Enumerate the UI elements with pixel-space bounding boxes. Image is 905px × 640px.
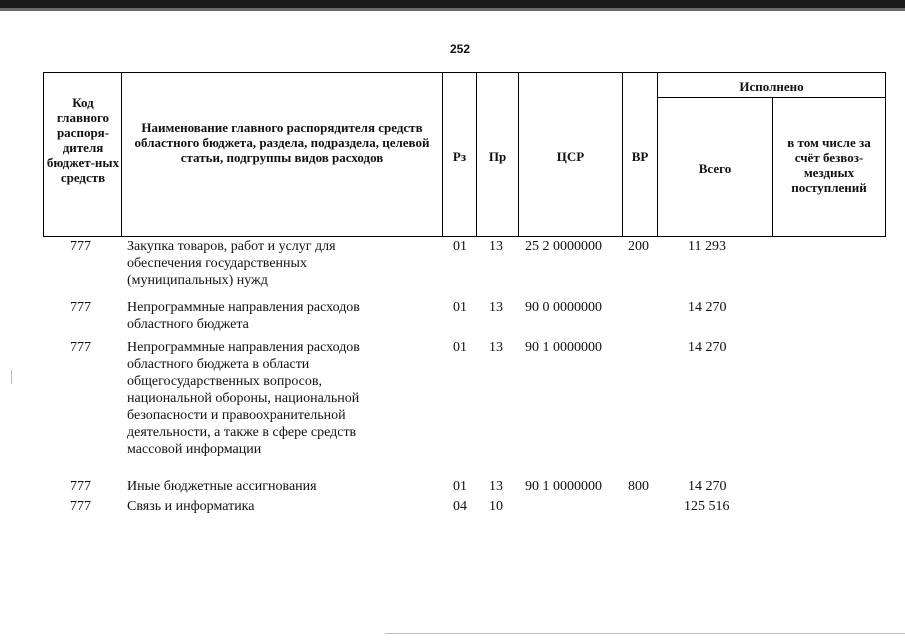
cell-pr: 13 xyxy=(489,340,503,355)
page-number: 252 xyxy=(449,42,471,56)
col-divider-8 xyxy=(885,72,886,237)
header-bottom-border xyxy=(43,236,886,237)
header-vr: ВР xyxy=(631,148,649,164)
cell-code: 777 xyxy=(70,479,91,494)
header-pr: Пр xyxy=(488,148,507,164)
cell-rz: 01 xyxy=(453,300,467,315)
header-csr: ЦСР xyxy=(556,148,585,164)
cell-name: Связь и информатика xyxy=(127,499,255,514)
cell-name: Закупка товаров, работ и услуг для обеспечения государственных (муниципальных) нужд xyxy=(127,239,336,288)
header-executed: Исполнено xyxy=(739,78,804,94)
header-total: Всего xyxy=(698,160,732,176)
header-name: Наименование главного распорядителя средств областного бюджета, раздела, подраздела, целевой статьи, подгруппы видов расходов xyxy=(134,120,430,165)
cell-rz: 01 xyxy=(453,340,467,355)
col-divider-7 xyxy=(772,97,773,237)
cell-pr: 10 xyxy=(489,499,503,514)
cell-pr: 13 xyxy=(489,479,503,494)
cell-rz: 04 xyxy=(453,499,467,514)
cell-code: 777 xyxy=(70,499,91,514)
cell-total: 14 270 xyxy=(688,340,727,355)
cell-csr: 90 1 0000000 xyxy=(525,340,602,355)
cell-total: 11 293 xyxy=(688,239,726,254)
cell-rz: 01 xyxy=(453,239,467,254)
cell-total: 14 270 xyxy=(688,300,727,315)
scan-artifact-bottom xyxy=(385,633,905,634)
scan-top-border xyxy=(0,0,905,8)
cell-total: 125 516 xyxy=(684,499,730,514)
scan-artifact-left xyxy=(11,370,12,384)
col-divider-0 xyxy=(43,72,44,237)
cell-csr: 25 2 0000000 xyxy=(525,239,602,254)
cell-code: 777 xyxy=(70,300,91,315)
scan-top-shadow xyxy=(0,8,905,11)
header-rz: Рз xyxy=(452,148,467,164)
cell-total: 14 270 xyxy=(688,479,727,494)
col-divider-1 xyxy=(121,72,122,237)
cell-csr: 90 1 0000000 xyxy=(525,479,602,494)
cell-pr: 13 xyxy=(489,239,503,254)
cell-code: 777 xyxy=(70,340,91,355)
cell-pr: 13 xyxy=(489,300,503,315)
col-divider-6 xyxy=(657,72,658,237)
cell-name: Непрограммные направления расходов областного бюджета xyxy=(127,300,360,332)
cell-vr: 200 xyxy=(628,239,649,254)
cell-code: 777 xyxy=(70,239,91,254)
header-incl: в том числе за счёт безвоз-мездных поступлений xyxy=(787,135,871,195)
cell-name: Непрограммные направления расходов областного бюджета в области общегосударственных вопросов, национальной обороны, национальной безопасности и правоохранительной деятельности, а также в сфере средств массовой информации xyxy=(127,340,360,457)
cell-name: Иные бюджетные ассигнования xyxy=(127,479,317,494)
cell-rz: 01 xyxy=(453,479,467,494)
header-code: Код главного распоря-дителя бюджет-ных средств xyxy=(46,95,120,185)
header-top-border xyxy=(43,72,886,73)
cell-vr: 800 xyxy=(628,479,649,494)
cell-csr: 90 0 0000000 xyxy=(525,300,602,315)
